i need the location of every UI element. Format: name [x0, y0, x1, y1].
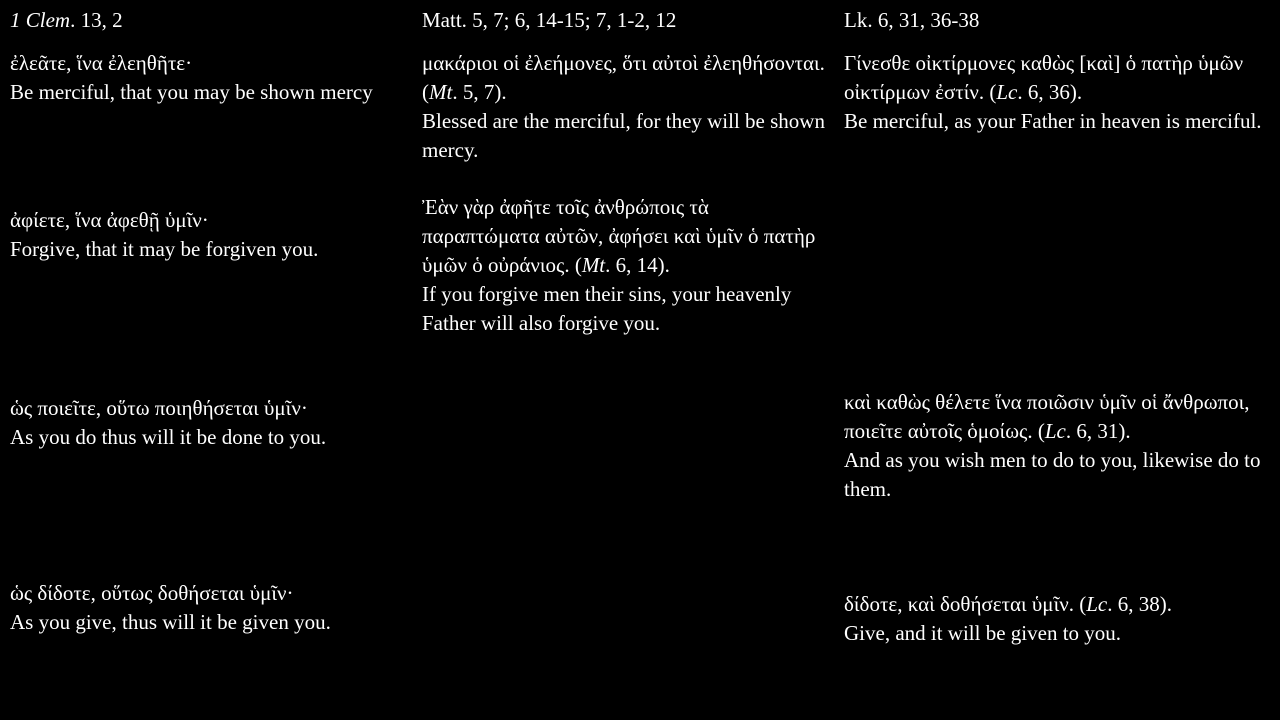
row1-clement-english: Be merciful, that you may be shown mercy [10, 80, 373, 104]
row3-luke-greek: καὶ καθὼς θέλετε ἵνα ποιῶσιν ὑμῖν οἱ ἄνθρωποι, ποιεῖτε αὐτοῖς ὁμοίως. (Lc. 6, 31). [844, 390, 1250, 443]
row2-clement-english: Forgive, that it may be forgiven you. [10, 237, 319, 261]
row1-luke-greek: Γίνεσθε οἰκτίρμονες καθὼς [καὶ] ὁ πατὴρ ὑμῶν οἰκτίρμων ἐστίν. (Lc. 6, 36). [844, 51, 1244, 104]
row4-clement-cell [10, 579, 402, 637]
row1-matthew-cell [422, 49, 827, 165]
row1-clement-greek: ἐλεᾶτε, ἵνα ἐλεηθῆτε· [10, 51, 193, 75]
row3-clement-english: As you do thus will it be done to you. [10, 425, 327, 449]
row1-clement-cell [10, 49, 402, 107]
row1-luke-english: Be merciful, as your Father in heaven is merciful. [844, 109, 1262, 133]
header-1-clement [10, 6, 123, 35]
row2-clement-cell [10, 206, 402, 264]
row2-matthew-greek: Ἐὰν γὰρ ἀφῆτε τοῖς ἀνθρώποις τὰ παραπτώματα αὐτῶν, ἀφήσει καὶ ὑμῖν ὁ πατὴρ ὑμῶν ὁ οὐράνιος. (Mt. 6, 14). [422, 195, 816, 277]
row3-luke-english: And as you wish men to do to you, likewise do to them. [844, 448, 1261, 501]
header-1-clement-title: 1 Clem [10, 8, 71, 32]
row4-clement-english: As you give, thus will it be given you. [10, 610, 331, 634]
header-matthew: Matt. 5, 7; 6, 14-15; 7, 1-2, 12 [422, 8, 677, 32]
header-luke: Lk. 6, 31, 36-38 [844, 8, 980, 32]
row3-luke-cell [844, 388, 1272, 504]
row2-clement-greek: ἀφίετε, ἵνα ἀφεθῇ ὑμῖν· [10, 208, 209, 232]
row2-matthew-cell [422, 193, 827, 338]
row1-matthew-english: Blessed are the merciful, for they will be shown mercy. [422, 109, 825, 162]
row1-luke-cell [844, 49, 1272, 136]
row4-luke-cell [844, 590, 1272, 648]
header-1-clement-ref: . 13, 2 [70, 8, 123, 32]
row4-clement-greek: ὡς δίδοτε, οὕτως δοθήσεται ὑμῖν· [10, 581, 294, 605]
row3-clement-cell [10, 394, 402, 452]
row4-luke-english: Give, and it will be given to you. [844, 621, 1122, 645]
row1-matthew-greek: μακάριοι οἱ ἐλεήμονες, ὅτι αὐτοὶ ἐλεηθήσονται. (Mt. 5, 7). [422, 51, 825, 104]
row3-clement-greek: ὡς ποιεῖτε, οὕτω ποιηθήσεται ὑμῖν· [10, 396, 308, 420]
row4-luke-greek: δίδοτε, καὶ δοθήσεται ὑμῖν. (Lc. 6, 38). [844, 592, 1172, 616]
row2-matthew-english: If you forgive men their sins, your heavenly Father will also forgive you. [422, 282, 792, 335]
